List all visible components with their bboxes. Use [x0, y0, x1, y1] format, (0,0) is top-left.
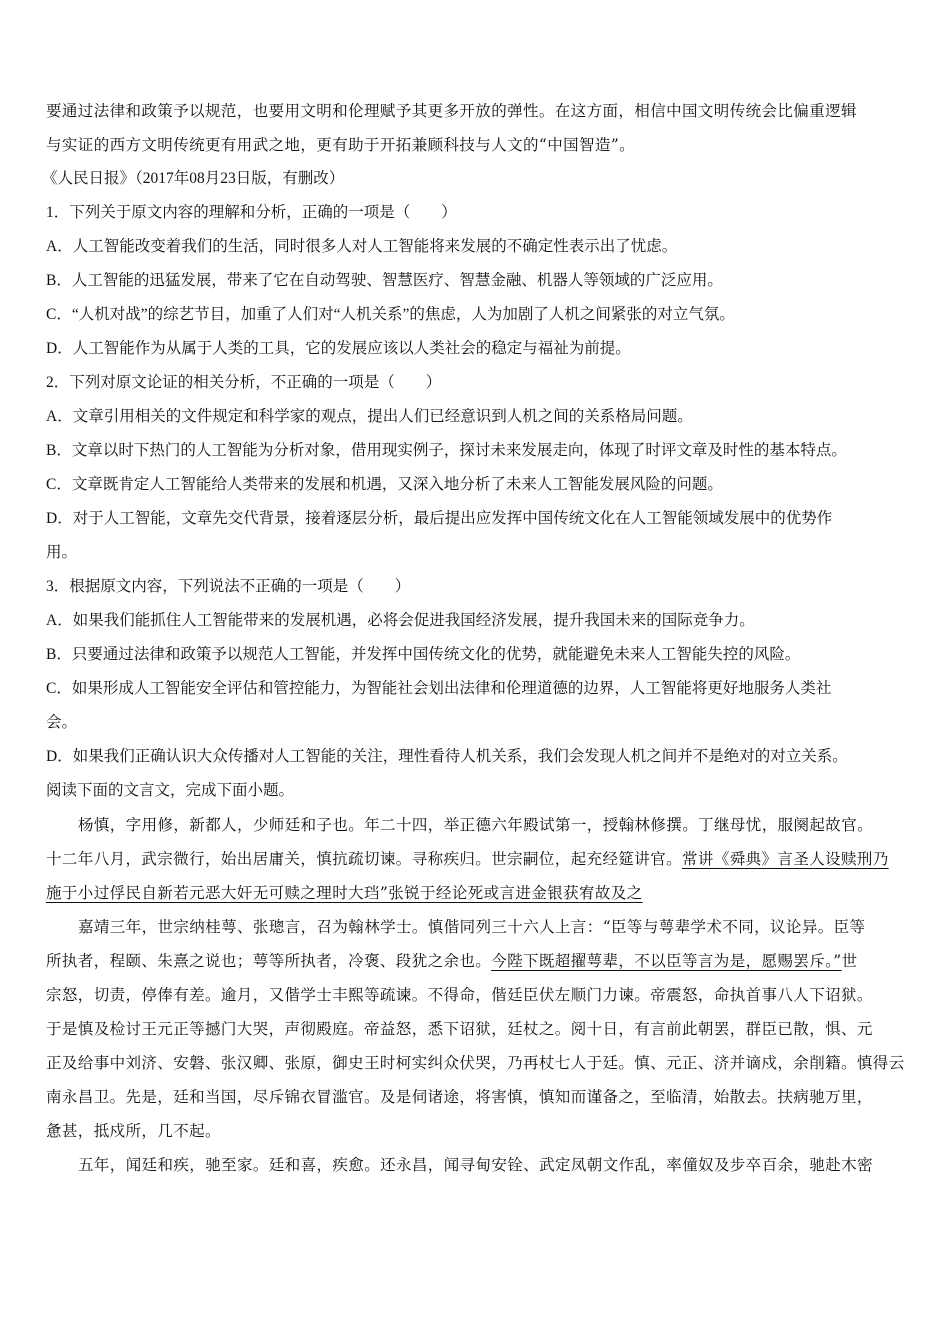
classical-line: 惫甚，抵戍所，几不起。 [46, 1122, 221, 1140]
classical-line: 南永昌卫。先是，廷和当国，尽斥锦衣冒滥官。及是伺诸途，将害慎，慎知而谨备之，至临清，始散去。扶病驰万里， [46, 1088, 873, 1106]
question-stem-1: 1．下列关于原文内容的理解和分析，正确的一项是（ ） [46, 204, 457, 221]
classical-line [46, 842, 908, 876]
option-3d: D．如果我们正确认识大众传播对人工智能的关注，理性看待人机关系，我们会发现人机之间并不是绝对的对立关系。 [46, 748, 848, 765]
classical-line: 宗怒，切责，停俸有差。逾月，又偕学士丰熙等疏谏。不得命，偕廷臣伏左顺门力谏。帝震怒，命执首事八人下诏狱。 [46, 986, 873, 1004]
question-stem-3: 3．根据原文内容，下列说法不正确的一项是（ ） [46, 578, 411, 595]
classical-intro: 阅读下面的文言文，完成下面小题。 [46, 782, 295, 799]
classical-line: 正及给事中刘济、安磐、张汉卿、张原，御史王时柯实纠众伏哭，乃再杖七人于廷。慎、元正、济并谪戍，余削籍。慎得云 [46, 1054, 905, 1072]
underlined-text: 施于小过俘民自新若元恶大奸无可赎之理时大珰”张锐于经论死或言进金银获宥故及之 [46, 884, 643, 902]
underlined-text: 今陛下既超擢萼辈，不以臣等言为是，愿赐罢斥。” [491, 952, 842, 970]
option-3b: B．只要通过法律和政策予以规范人工智能，并发挥中国传统文化的优势，就能避免未来人工智能失控的风险。 [46, 646, 801, 663]
classical-line [46, 944, 908, 978]
classical-text: 十二年八月，武宗微行，始出居庸关，慎抗疏切谏。寻称疾归。世宗嗣位，起充经筵讲官。 [46, 850, 683, 868]
passage-source: 《人民日报》（2017年08月23日版，有删改） [42, 170, 345, 187]
underlined-text: 常讲《舜典》言圣人设赎刑乃 [682, 850, 889, 868]
classical-line: 杨慎，字用修，新都人，少师廷和子也。年二十四，举正德六年殿试第一，授翰林修撰。丁继母忧，服阕起故官。 [78, 816, 874, 834]
classical-text: 所执者，程颐、朱熹之说也；萼等所执者，冷褒、段犹之余也。 [46, 952, 492, 970]
option-2d: D．对于人工智能，文章先交代背景，接着逐层分析，最后提出应发挥中国传统文化在人工智能领域发展中的优势作 [46, 510, 833, 527]
option-2b: B．文章以时下热门的人工智能为分析对象，借用现实例子，探讨未来发展走向，体现了时评文章及时性的基本特点。 [46, 442, 847, 459]
passage-line: 要通过法律和政策予以规范，也要用文明和伦理赋予其更多开放的弹性。在这方面，相信中国文明传统会比偏重逻辑 [46, 102, 857, 120]
classical-text: 世 [841, 952, 858, 970]
option-2a: A．文章引用相关的文件规定和科学家的观点，提出人们已经意识到人机之间的关系格局问题。 [46, 408, 693, 425]
question-stem-2: 2．下列对原文论证的相关分析，不正确的一项是（ ） [46, 374, 442, 391]
option-3c-cont: 会。 [46, 714, 78, 731]
exam-page [42, 94, 908, 1182]
classical-line: 五年，闻廷和疾，驰至家。廷和喜，疾愈。还永昌，闻寻甸安铨、武定凤朝文作乱，率僮奴及步卒百余，驰赴木密 [78, 1156, 874, 1174]
option-2d-cont: 用。 [46, 544, 78, 561]
option-2c: C．文章既肯定人工智能给人类带来的发展和机遇，又深入地分析了未来人工智能发展风险的问题。 [46, 476, 723, 493]
option-1c: C．“人机对战”的综艺节目，加重了人们对“人机关系”的焦虑，人为加剧了人机之间紧张的对立气氛。 [46, 306, 735, 323]
option-1d: D．人工智能作为从属于人类的工具，它的发展应该以人类社会的稳定与福祉为前提。 [46, 340, 631, 357]
option-3a: A．如果我们能抓住人工智能带来的发展机遇，必将会促进我国经济发展，提升我国未来的国际竞争力。 [46, 612, 755, 629]
option-1a: A．人工智能改变着我们的生活，同时很多人对人工智能将来发展的不确定性表示出了忧虑。 [46, 238, 678, 255]
passage-line: 与实证的西方文明传统更有用武之地，更有助于开拓兼顾科技与人文的“中国智造”。 [46, 136, 636, 154]
classical-line: 于是慎及检讨王元正等撼门大哭，声彻殿庭。帝益怒，悉下诏狱，廷杖之。阅十日，有言前此朝罢，群臣已散，惧、元 [46, 1020, 873, 1038]
classical-line [46, 876, 908, 910]
classical-line: 嘉靖三年，世宗纳桂萼、张璁言，召为翰林学士。慎偕同列三十六人上言：“臣等与萼辈学术不同，议论异。臣等 [78, 918, 866, 936]
option-3c: C．如果形成人工智能安全评估和管控能力，为智能社会划出法律和伦理道德的边界，人工智能将更好地服务人类社 [46, 680, 832, 697]
option-1b: B．人工智能的迅猛发展，带来了它在自动驾驶、智慧医疗、智慧金融、机器人等领域的广泛应用。 [46, 272, 723, 289]
